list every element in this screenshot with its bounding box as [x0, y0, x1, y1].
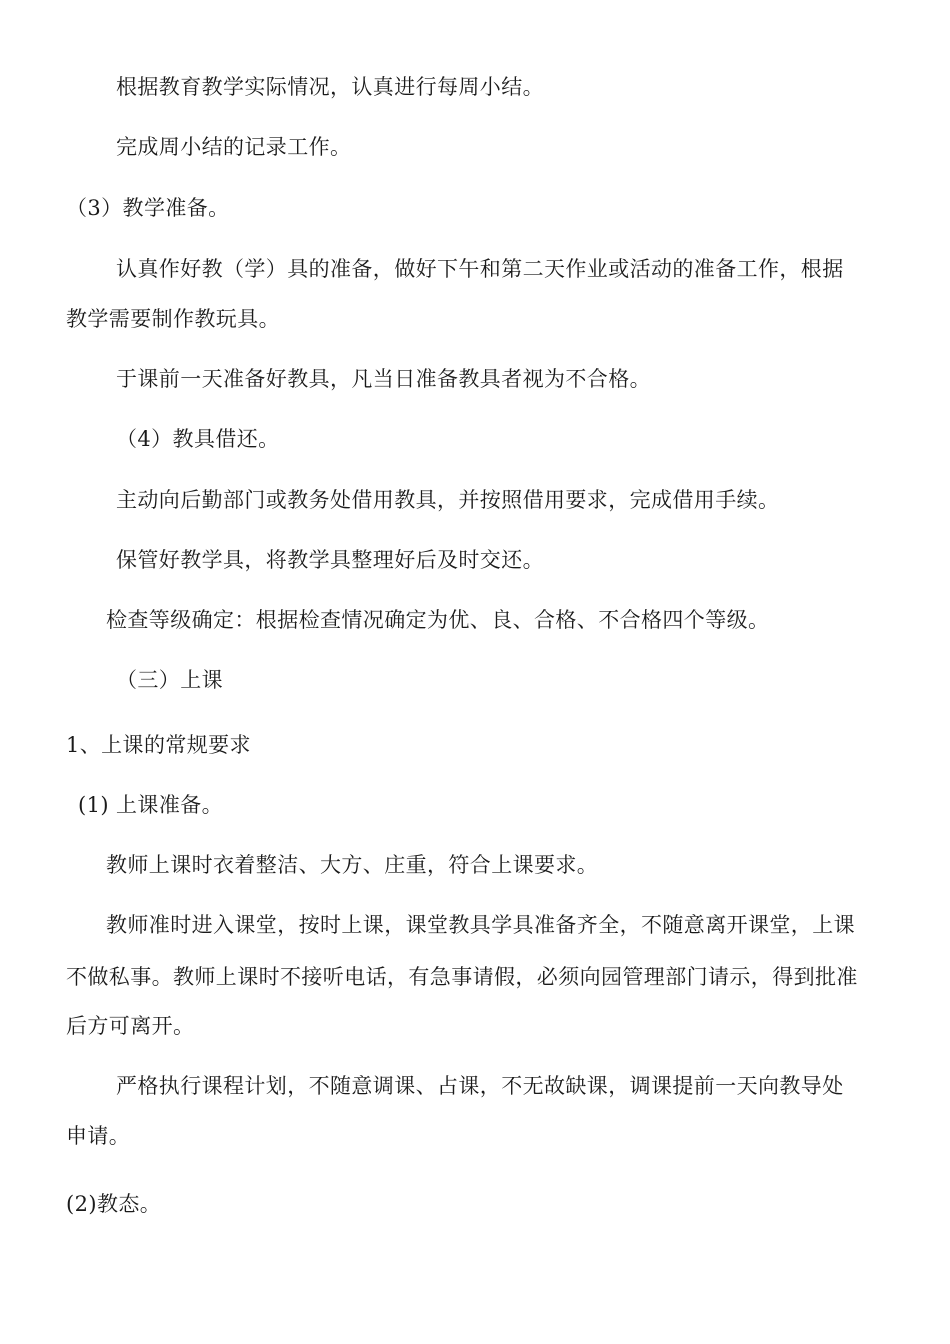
section-heading: (1) 上课准备。	[78, 793, 224, 817]
section-heading: （三）上课	[116, 668, 223, 692]
paragraph-line: 教师上课时衣着整洁、大方、庄重，符合上课要求。	[106, 853, 599, 877]
paragraph-line: 于课前一天准备好教具，凡当日准备教具者视为不合格。	[116, 367, 651, 391]
paragraph-line: 检查等级确定：根据检查情况确定为优、良、合格、不合格四个等级。	[106, 608, 770, 632]
paragraph-line: 主动向后勤部门或教务处借用教具，并按照借用要求，完成借用手续。	[116, 488, 780, 512]
paragraph-line: 不做私事。教师上课时不接听电话，有急事请假，必须向园管理部门请示，得到批准	[66, 965, 858, 989]
paragraph-line: 教师准时进入课堂，按时上课，课堂教具学具准备齐全，不随意离开课堂，上课	[106, 913, 855, 937]
paragraph-line: 认真作好教（学）具的准备，做好下午和第二天作业或活动的准备工作，根据	[116, 257, 844, 281]
paragraph-line: 完成周小结的记录工作。	[116, 135, 352, 159]
paragraph-line: 后方可离开。	[66, 1014, 195, 1038]
paragraph-line: 根据教育教学实际情况，认真进行每周小结。	[116, 75, 544, 99]
paragraph-line: 教学需要制作教玩具。	[66, 307, 280, 331]
paragraph-line: 严格执行课程计划，不随意调课、占课，不无故缺课，调课提前一天向教导处	[116, 1074, 844, 1098]
section-heading: 1、上课的常规要求	[66, 733, 251, 757]
paragraph-line: 保管好教学具，将教学具整理好后及时交还。	[116, 548, 544, 572]
section-heading: （3）教学准备。	[66, 196, 230, 220]
section-heading: （4）教具借还。	[116, 427, 280, 451]
paragraph-line: 申请。	[66, 1124, 131, 1148]
section-heading: (2)教态。	[66, 1192, 162, 1216]
